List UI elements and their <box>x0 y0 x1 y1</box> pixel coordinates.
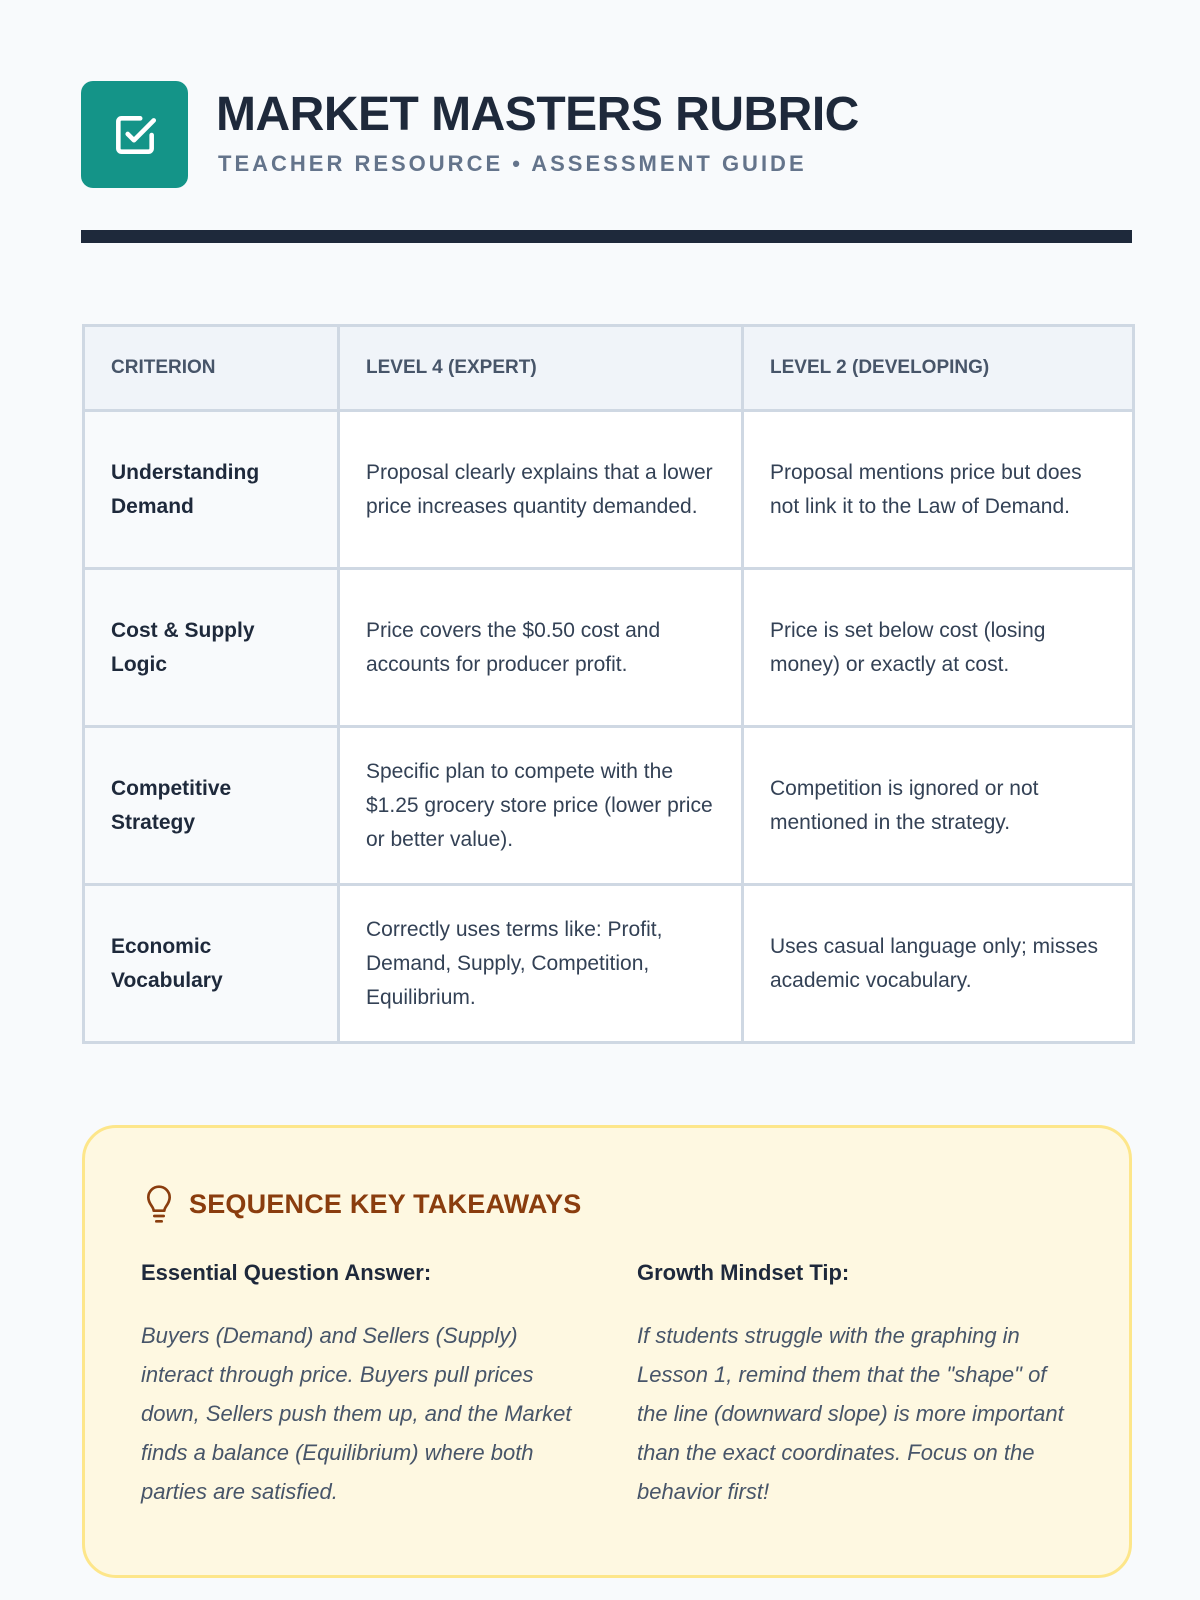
developing-cell: Price is set below cost (losing money) or exactly at cost. <box>743 569 1134 727</box>
essential-question-column <box>141 1260 581 1511</box>
developing-cell: Competition is ignored or not mentioned in the strategy. <box>743 727 1134 885</box>
lightbulb-icon <box>143 1184 175 1224</box>
table-header-row <box>84 326 1134 411</box>
expert-cell: Specific plan to compete with the $1.25 grocery store price (lower price or better value). <box>339 727 743 885</box>
expert-cell: Proposal clearly explains that a lower price increases quantity demanded. <box>339 411 743 569</box>
expert-cell: Correctly uses terms like: Profit, Demand, Supply, Competition, Equilibrium. <box>339 885 743 1043</box>
page-header <box>81 81 1131 189</box>
column-header-criterion: CRITERION <box>84 326 339 411</box>
developing-cell: Proposal mentions price but does not link it to the Law of Demand. <box>743 411 1134 569</box>
column-header-developing: LEVEL 2 (DEVELOPING) <box>743 326 1134 411</box>
takeaways-panel <box>82 1125 1132 1578</box>
criterion-cell: Economic Vocabulary <box>84 885 339 1043</box>
page-subtitle: TEACHER RESOURCE • ASSESSMENT GUIDE <box>218 151 807 176</box>
page-title: MARKET MASTERS RUBRIC <box>216 88 859 141</box>
criterion-cell: Understanding Demand <box>84 411 339 569</box>
table-row <box>84 569 1134 727</box>
growth-mindset-body: If students struggle with the graphing in Lesson 1, remind them that the "shape" of the line (downward slope) is more important than the exact coordinates. Focus on the behavior first! <box>637 1323 1064 1504</box>
growth-mindset-column <box>637 1260 1077 1511</box>
essential-question-heading: Essential Question Answer: <box>141 1260 432 1285</box>
header-divider <box>81 230 1132 243</box>
growth-mindset-heading: Growth Mindset Tip: <box>637 1260 850 1285</box>
table-row <box>84 411 1134 569</box>
expert-cell: Price covers the $0.50 cost and accounts for producer profit. <box>339 569 743 727</box>
criterion-cell: Competitive Strategy <box>84 727 339 885</box>
checkbox-icon <box>110 110 160 160</box>
takeaways-title: SEQUENCE KEY TAKEAWAYS <box>189 1188 582 1219</box>
criterion-cell: Cost & Supply Logic <box>84 569 339 727</box>
table-row <box>84 727 1134 885</box>
rubric-table <box>82 324 1135 1044</box>
table-row <box>84 885 1134 1043</box>
takeaways-header <box>143 1184 582 1224</box>
essential-question-body: Buyers (Demand) and Sellers (Supply) interact through price. Buyers pull prices down, Sellers push them up, and the Market finds a balance (Equilibrium) where both parties are satisfied. <box>141 1323 572 1504</box>
column-header-expert: LEVEL 4 (EXPERT) <box>339 326 743 411</box>
developing-cell: Uses casual language only; misses academic vocabulary. <box>743 885 1134 1043</box>
logo-badge <box>81 81 188 188</box>
